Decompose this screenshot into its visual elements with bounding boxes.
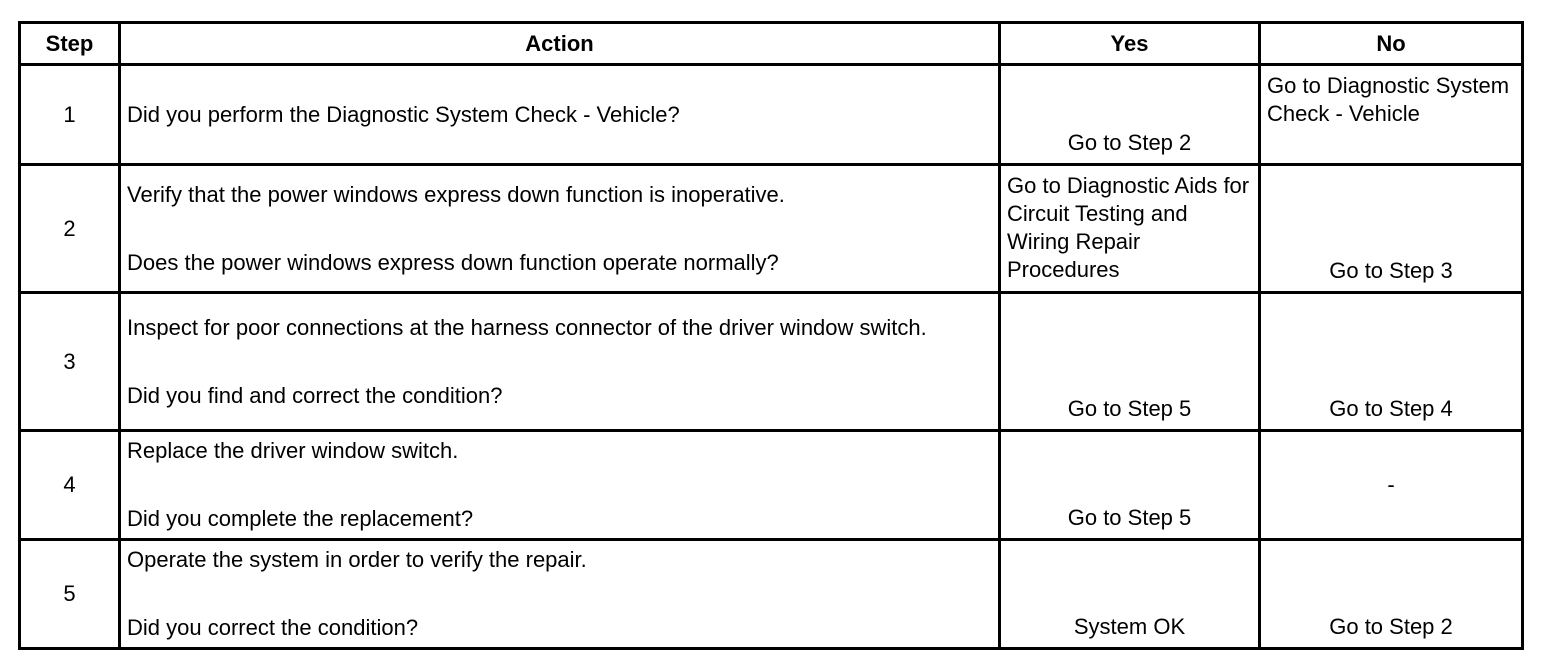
action-cell xyxy=(120,293,1000,431)
action-question: Did you find and correct the condition? xyxy=(127,382,503,408)
action-cell xyxy=(120,165,1000,293)
action-instruction: Replace the driver window switch. xyxy=(127,438,459,463)
no-cell: Go to Diagnostic System Check - Vehicle xyxy=(1260,65,1523,165)
yes-cell: Go to Step 5 xyxy=(1000,431,1260,540)
action-question: Did you complete the replacement? xyxy=(127,506,474,531)
diagnostic-table xyxy=(18,21,1524,650)
no-cell: Go to Step 2 xyxy=(1260,540,1523,649)
table-row xyxy=(20,65,1523,165)
table-row xyxy=(20,165,1523,293)
action-instruction: Verify that the power windows express down function is inoperative. xyxy=(127,181,785,207)
header-yes: Yes xyxy=(1000,23,1260,65)
action-cell xyxy=(120,540,1000,649)
header-action: Action xyxy=(120,23,1000,65)
header-row xyxy=(20,23,1523,65)
step-number: 1 xyxy=(20,65,120,165)
action-question: Does the power windows express down function operate normally? xyxy=(127,249,779,275)
table-row xyxy=(20,431,1523,540)
action-question: Did you correct the condition? xyxy=(127,615,419,640)
action-question: Did you perform the Diagnostic System Check - Vehicle? xyxy=(127,101,680,127)
yes-cell: Go to Diagnostic Aids for Circuit Testing and Wiring Repair Procedures xyxy=(1000,165,1260,293)
step-number: 2 xyxy=(20,165,120,293)
step-number: 5 xyxy=(20,540,120,649)
table-row xyxy=(20,293,1523,431)
table-row xyxy=(20,540,1523,649)
yes-cell: System OK xyxy=(1000,540,1260,649)
yes-cell: Go to Step 5 xyxy=(1000,293,1260,431)
step-number: 4 xyxy=(20,431,120,540)
action-cell xyxy=(120,65,1000,165)
step-number: 3 xyxy=(20,293,120,431)
no-cell: - xyxy=(1260,431,1523,540)
no-cell: Go to Step 4 xyxy=(1260,293,1523,431)
yes-cell: Go to Step 2 xyxy=(1000,65,1260,165)
action-cell xyxy=(120,431,1000,540)
action-instruction: Inspect for poor connections at the harness connector of the driver window switch. xyxy=(127,314,927,340)
no-cell: Go to Step 3 xyxy=(1260,165,1523,293)
header-no: No xyxy=(1260,23,1523,65)
header-step: Step xyxy=(20,23,120,65)
action-instruction: Operate the system in order to verify the repair. xyxy=(127,547,587,572)
